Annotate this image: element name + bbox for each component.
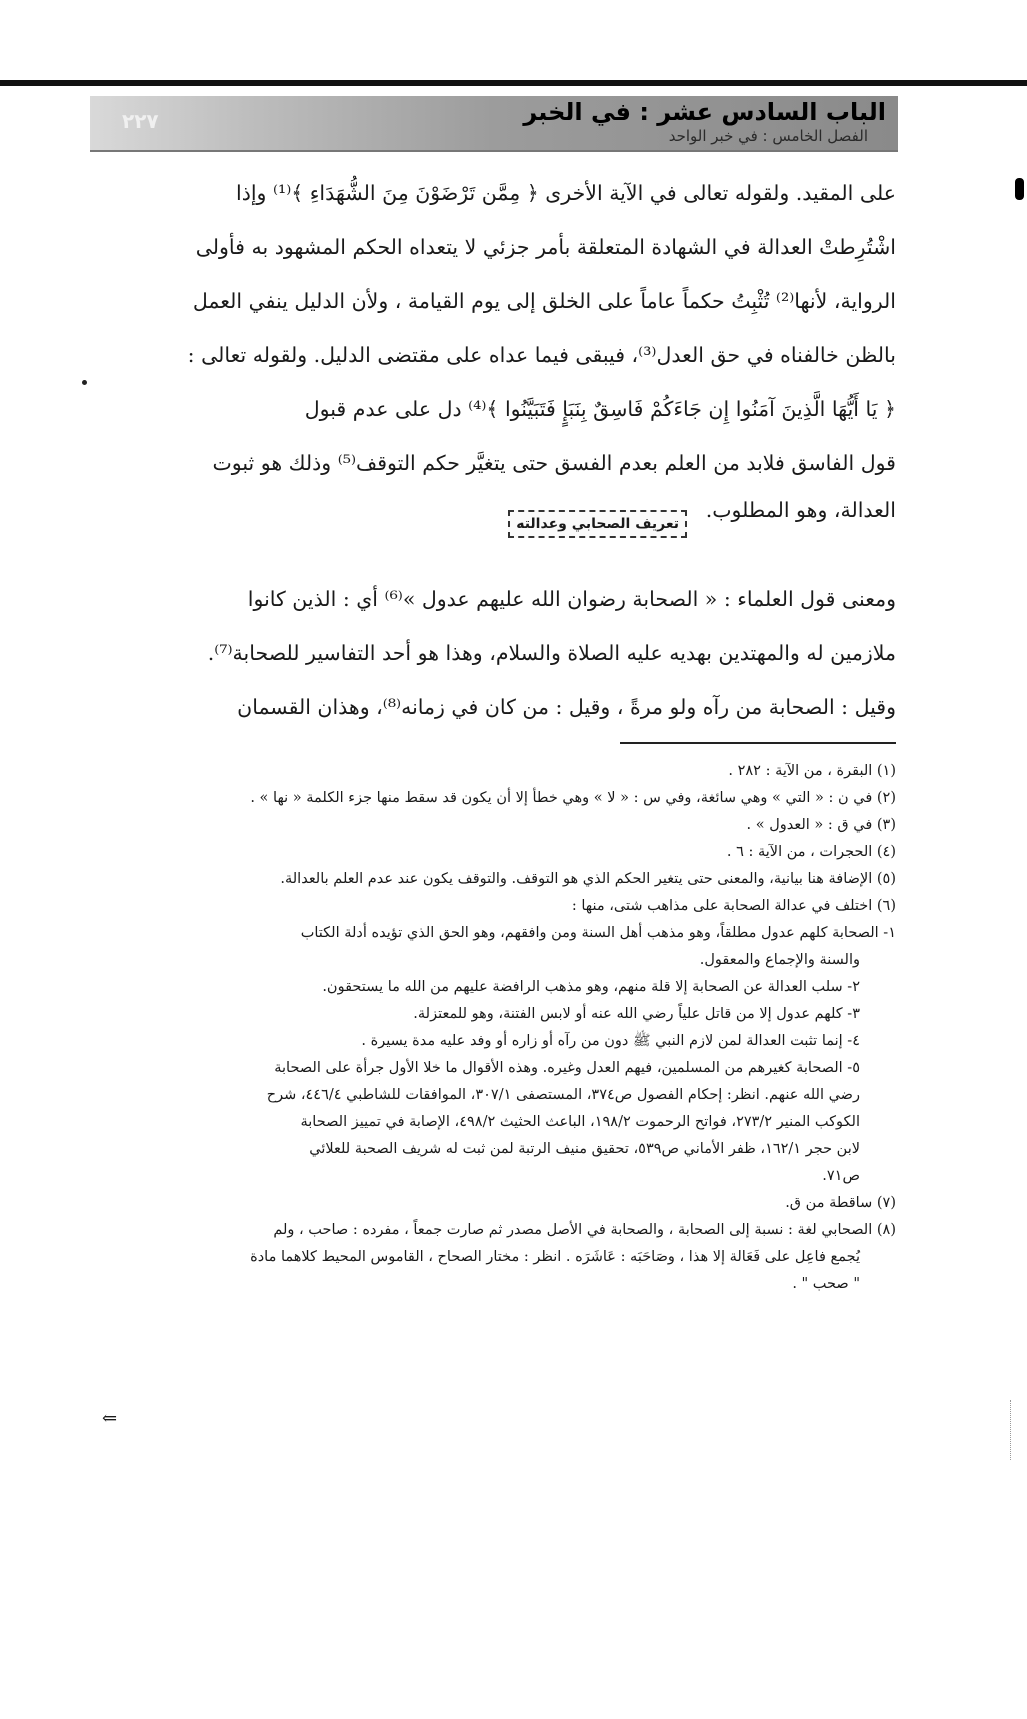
footnote-line: (٧) ساقطة من ق. bbox=[785, 1195, 896, 1211]
footnote-line: ٥- الصحابة كغيرهم من المسلمين، فيهم العدل وغيره. وهذه الأقوال ما خلا الأول جرأة على الصحابة bbox=[274, 1060, 860, 1076]
footnote-line: (٤) الحجرات ، من الآية : ٦ . bbox=[726, 844, 896, 860]
margin-mark bbox=[1015, 178, 1024, 200]
text-line: قول الفاسق فلابد من العلم بعدم الفسق حتى يتغيَّر حكم التوقف⁽⁵⁾ وذلك هو ثبوت bbox=[212, 451, 896, 475]
main-text bbox=[88, 166, 896, 734]
text-line: ﴿ يَا أَيُّهَا الَّذِينَ آمَنُوا إِن جَاءَكُمْ فَاسِقٌ بِنَبَإٍ فَتَبَيَّنُوا ﴾⁽⁴⁾ دل على عدم قبول bbox=[304, 397, 896, 421]
footnote-line: " صحب " . bbox=[792, 1276, 860, 1292]
scan-edge-mark bbox=[1010, 1400, 1021, 1460]
footnote-line: (٥) الإضافة هنا بيانية، والمعنى حتى يتغير الحكم الذي هو التوقف. والتوقف يكون عند عدم العلم بالعدالة. bbox=[280, 871, 896, 887]
text-line: اشْتُرِطتْ العدالة في الشهادة المتعلقة بأمر جزئي لا يتعداه الحكم المشهود به فأولى bbox=[195, 235, 896, 259]
footnote-separator bbox=[620, 742, 896, 744]
margin-dot bbox=[82, 380, 87, 385]
footnote-line: ٢- سلب العدالة عن الصحابة إلا قلة منهم، وهو مذهب الرافضة عليهم من الله ما يستحقون. bbox=[322, 979, 860, 995]
page-number: ٢٢٧ bbox=[122, 109, 159, 133]
footnote-line: الكوكب المنير ٢٧٣/٢، فواتح الرحموت ١٩٨/٢، الباعث الحثيث ٤٩٨/٢، الإصابة في تمييز الصحابة bbox=[300, 1114, 860, 1130]
footnote-line: رضي الله عنهم. انظر: إحكام الفصول ص٣٧٤، المستصفى ٣٠٧/١، الموافقات للشاطبي ٤٤٦/٤، شرح bbox=[266, 1087, 860, 1103]
heading-spacer bbox=[88, 530, 896, 572]
continue-arrow-icon: ⇐ bbox=[102, 1408, 118, 1429]
section-subtitle: الفصل الخامس : في خبر الواحد bbox=[668, 127, 868, 145]
footnote-line: (٨) الصحابي لغة : نسبة إلى الصحابة ، والصحابة في الأصل مصدر ثم صارت جمعاً ، مفرده : صاحب ، ولم bbox=[273, 1222, 896, 1238]
footnote-line: ٣- كلهم عدول إلا من قاتل علياً رضي الله عنه أو لابس الفتنة، وهو للمعتزلة. bbox=[413, 1006, 860, 1022]
running-header bbox=[90, 96, 898, 152]
footnote-line: (٦) اختلف في عدالة الصحابة على مذاهب شتى، منها : bbox=[571, 898, 896, 914]
footnotes bbox=[96, 758, 896, 1298]
chapter-title: الباب السادس عشر : في الخبر bbox=[523, 98, 886, 126]
section-heading: تعريف الصحابي وعدالته bbox=[508, 510, 687, 538]
text-line: الرواية، لأنها⁽²⁾ تُثْبِتُ حكماً عاماً على الخلق إلى يوم القيامة ، ولأن الدليل ينفي العمل bbox=[192, 289, 896, 313]
text-line: العدالة، وهو المطلوب. bbox=[705, 498, 896, 522]
footnote-line: ٤- إنما تثبت العدالة لمن لازم النبي ﷺ دون من رآه أو زاره أو وفد عليه مدة يسيرة . bbox=[361, 1033, 860, 1049]
footnote-line: والسنة والإجماع والمعقول. bbox=[699, 952, 860, 968]
footnote-line: (٢) في ن : « التي » وهي سائغة، وفي س : « لا » وهي خطأ إلا أن يكون قد سقط منها جزء الكلمة « نها » . bbox=[250, 790, 896, 806]
text-line: بالظن خالفناه في حق العدل⁽³⁾، فيبقى فيما عداه على مقتضى الدليل. ولقوله تعالى : bbox=[187, 343, 896, 367]
text-line: ملازمين له والمهتدين بهديه عليه الصلاة والسلام، وهذا هو أحد التفاسير للصحابة⁽⁷⁾. bbox=[207, 641, 896, 665]
footnote-line: ص٧١. bbox=[822, 1168, 860, 1184]
text-line: ومعنى قول العلماء : « الصحابة رضوان الله عليهم عدول »⁽⁶⁾ أي : الذين كانوا bbox=[247, 587, 896, 611]
footnote-line: (٣) في ق : « العدول » . bbox=[746, 817, 896, 833]
footnote-line: (١) البقرة ، من الآية : ٢٨٢ . bbox=[728, 763, 896, 779]
text-line: وقيل : الصحابة من رآه ولو مرةً ، وقيل : من كان في زمانه⁽⁸⁾، وهذان القسمان bbox=[237, 695, 896, 719]
text-line: على المقيد. ولقوله تعالى في الآية الأخرى ﴿ مِمَّن تَرْضَوْنَ مِنَ الشُّهَدَاءِ ﴾⁽¹⁾ وإذا bbox=[236, 181, 896, 205]
footnote-line: يُجمع فاعِل على فَعَالة إلا هذا ، وصَاحَبَه : عَاشَرَه . انظر : مختار الصحاح ، القاموس المحيط كلاهما مادة bbox=[250, 1249, 860, 1265]
top-rule bbox=[0, 80, 1027, 86]
footnote-line: لابن حجر ١٦٢/١، ظفر الأماني ص٥٣٩، تحقيق منيف الرتبة لمن ثبت له شريف الصحبة للعلائي bbox=[309, 1141, 860, 1157]
footnote-line: ١- الصحابة كلهم عدول مطلقاً، وهو مذهب أهل السنة ومن وافقهم، وهو الحق الذي تؤيده أدلة الكتاب bbox=[300, 925, 896, 941]
